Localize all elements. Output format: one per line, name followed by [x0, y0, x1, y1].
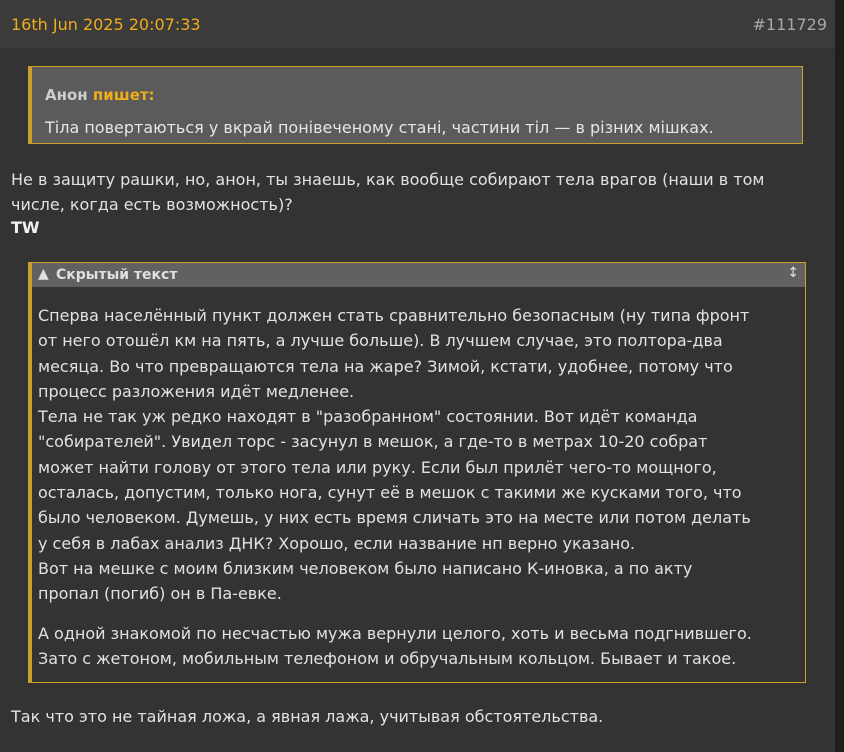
spoiler-content [38, 303, 798, 671]
spoiler-header[interactable] [32, 263, 805, 287]
spoiler-line: у себя в лабах анализ ДНК? Хорошо, если название нп верно указано. [38, 533, 636, 553]
post-header [0, 0, 835, 49]
quote-text: Тіла повертаються у вкрай понівеченому стані, частини тіл — в різних мішках. [45, 118, 714, 137]
post-body [11, 167, 764, 217]
spoiler-line: процесс разложения идёт медленее. [38, 381, 355, 401]
quote-author-line [45, 86, 155, 104]
quote-block [28, 66, 803, 144]
post-closing [11, 704, 603, 729]
spoiler-line: от него отошёл км на пять, а лучше больше). В лучшем случае, это полтора-два [38, 331, 723, 351]
page-scrollbar[interactable] [835, 0, 844, 752]
spoiler-line: осталась, допустим, только нога, сунут её в мешок с такими же кусками того, что [38, 483, 742, 503]
spoiler-paragraph [38, 303, 798, 607]
spoiler-title: Скрытый текст [56, 267, 178, 283]
spoiler-line: "собирателей". Увидел торс - засунул в мешок, а где-то в метрах 10-20 собрат [38, 432, 708, 452]
spoiler-line: месяца. Во что превращаются тела на жаре? Зимой, кстати, удобнее, потому что [38, 356, 733, 376]
spoiler-line: было человеком. Думешь, у них есть время сличать это на месте или потом делать [38, 508, 751, 528]
spoiler-line: Зато с жетоном, мобильным телефоном и обручальным кольцом. Бывает и такое. [38, 648, 737, 668]
post-closing-line: Так что это не тайная ложа, а явная лажа, учитывая обстоятельства. [11, 707, 604, 726]
expand-toggle-icon[interactable]: ↕ [787, 265, 799, 281]
post-number-link[interactable]: #111729 [752, 15, 827, 34]
post-date: 16th Jun 2025 20:07:33 [11, 15, 201, 34]
spoiler-paragraph [38, 621, 798, 672]
spoiler-line: пропал (погиб) он в Па-евке. [38, 584, 282, 604]
quote-author: Анон [45, 86, 88, 104]
spoiler-line: Тела не так уж редко находят в "разобранном" состоянии. Вот идёт команда [38, 407, 698, 427]
spoiler-block [28, 262, 806, 683]
post-body-line: числе, когда есть возможность)? [11, 195, 293, 214]
collapse-arrow-icon: ▲ [38, 266, 49, 282]
spoiler-line: А одной знакомой по несчастью мужа вернули целого, хоть и весьма подгнившего. [38, 623, 752, 643]
spoiler-line: Сперва населённый пункт должен стать сравнительно безопасным (ну типа фронт [38, 306, 750, 325]
post-body-line: Не в защиту рашки, но, анон, ты знаешь, как вообще собирают тела врагов (наши в том [11, 170, 765, 189]
trigger-warning: TW [11, 218, 40, 237]
spoiler-line: Вот на мешке с моим близким человеком было написано К-иновка, а по акту [38, 558, 693, 578]
quote-writes: пишет: [92, 86, 155, 104]
spoiler-line: может найти голову от этого тела или руку. Если был прилёт чего-то мощного, [38, 457, 717, 477]
